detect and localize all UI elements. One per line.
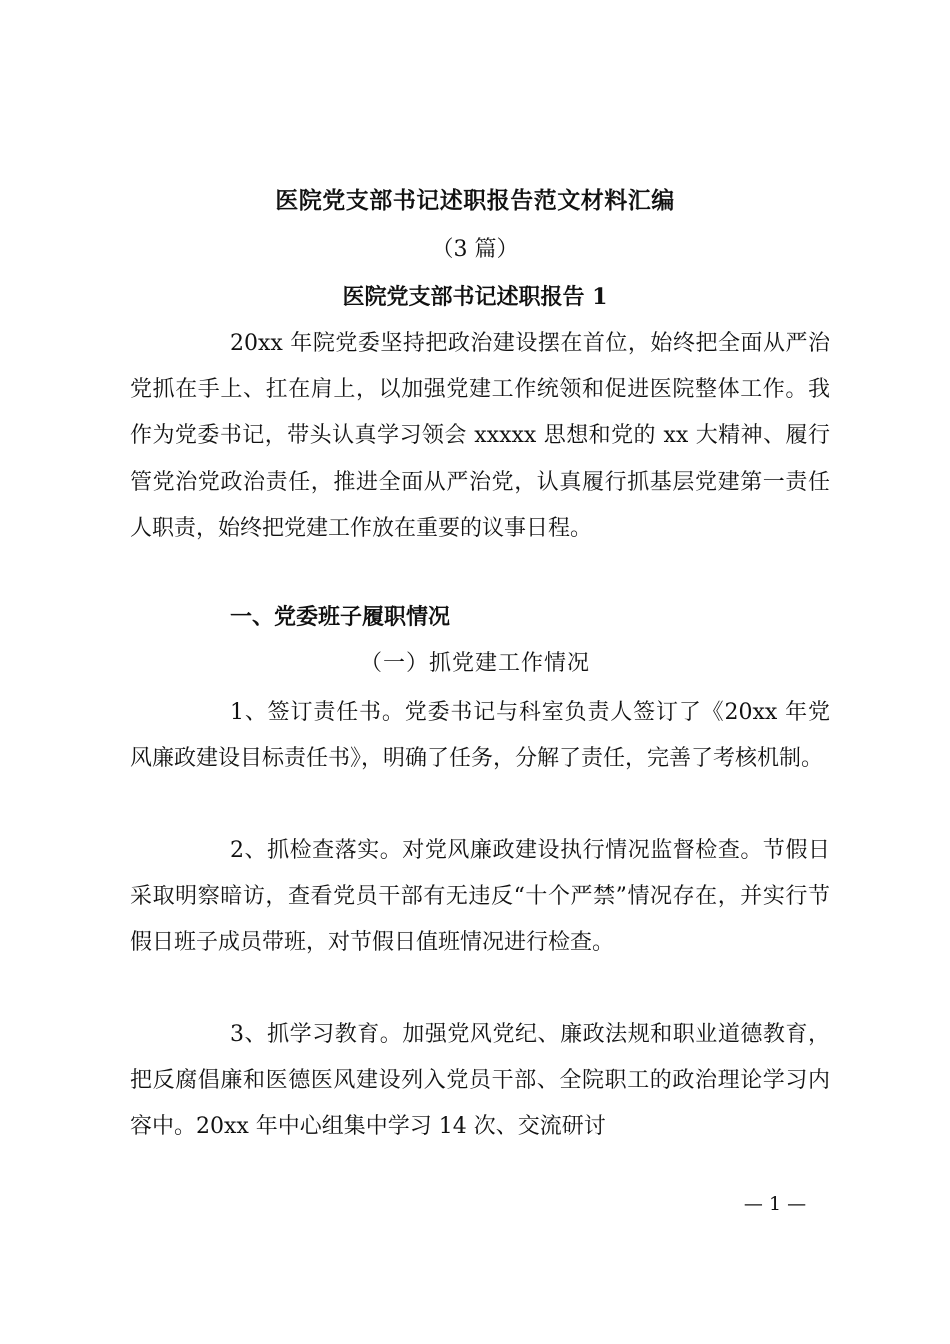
page-number: — 1 — — [743, 1193, 807, 1215]
report-title: 医院党支部书记述职报告 1 — [342, 284, 608, 310]
paragraph-item-1: 1、签订责任书。党委书记与科室负责人签订了《20xx 年党风廉政建设目标责任书》，明确了任务，分解了责任，完善了考核机制。 — [130, 700, 830, 772]
paragraph-item-2: 2、抓检查落实。对党风廉政建设执行情况监督检查。节假日采取明察暗访，查看党员干部有无违反“十个严禁”情况存在，并实行节假日班子成员带班，对节假日值班情况进行检查。 — [130, 838, 830, 956]
document-title: 医院党支部书记述职报告范文材料汇编 — [275, 187, 675, 214]
sub-heading: （一）抓党建工作情况 — [359, 651, 590, 676]
paragraph-item-3: 3、抓学习教育。加强党风党纪、廉政法规和职业道德教育，把反腐倡廉和医德医风建设列入党员干部、全院职工的政治理论学习内容中。20xx 年中心组集中学习 14 次、交流研讨 — [130, 1022, 830, 1140]
document-subtitle: （3 篇） — [431, 237, 519, 262]
section-heading: 一、党委班子履职情况 — [230, 605, 451, 630]
paragraph-intro: 20xx 年院党委坚持把政治建设摆在首位，始终把全面从严治党抓在手上、扛在肩上，以加强党建工作统领和促进医院整体工作。我作为党委书记，带头认真学习领会 xxxxx 思想和党的 xx 大精神、履行管党治党政治责任，推进全面从严治党，认真履行抓基层党建第一责任人职责，始终把党建工作放在重要的议事日程。 — [130, 331, 830, 541]
